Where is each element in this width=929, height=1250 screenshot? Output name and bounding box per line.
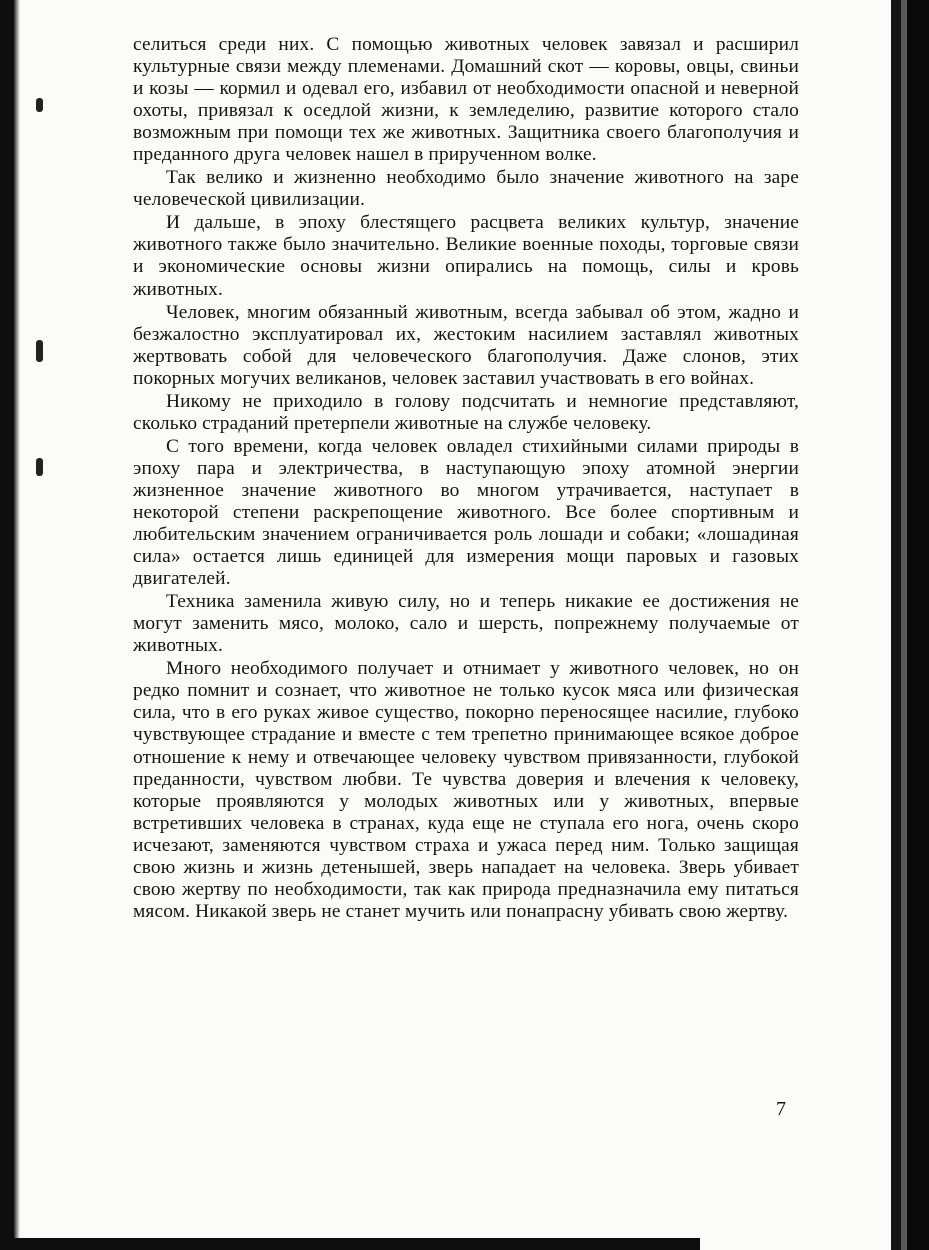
- scan-speck: [36, 458, 43, 476]
- paragraph: Никому не приходило в голову подсчитать и немногие представляют, сколько страданий претерпели животные на службе человеку.: [133, 390, 799, 434]
- scan-edge-left: [0, 0, 14, 1250]
- paragraph: селиться среди них. С помощью животных человек завязал и расширил культурные связи между племенами. Домашний скот — коровы, овцы, свиньи и козы — кормил и одевал его, избавил от необходимости опасной и неверной охоты, привязал к оседлой жизни, к земледелию, развитие которого стало возможным при помощи тех же животных. Защитника своего благополучия и преданного друга человек нашел в прирученном волке.: [133, 34, 799, 166]
- page-number: 7: [776, 1098, 786, 1120]
- paragraph: И дальше, в эпоху блестящего расцвета великих культур, значение животного также было значительно. Великие военные походы, торговые связи и экономические основы жизни опирались на помощь, силы и кровь животных.: [133, 212, 799, 300]
- paragraph: Так велико и жизненно необходимо было значение животного на заре человеческой цивилизации.: [133, 167, 799, 211]
- paragraph: Техника заменила живую силу, но и теперь никакие ее достижения не могут заменить мясо, молоко, сало и шерсть, попрежнему получаемые от животных.: [133, 591, 799, 657]
- paragraph: С того времени, когда человек овладел стихийными силами природы в эпоху пара и электричества, в наступающую эпоху атомной энергии жизненное значение животного во многом утрачивается, наступает в некоторой степени раскрепощение животного. Все более спортивным и любительским значением ограничивается роль лошади и собаки; «лошадиная сила» остается лишь единицей для измерения мощи паровых и газовых двигателей.: [133, 435, 799, 590]
- body-text: [133, 34, 799, 923]
- scan-edge-bottom: [0, 1238, 700, 1250]
- scan-edge-right-inner: [891, 0, 901, 1250]
- paragraph: Человек, многим обязанный животным, всегда забывал об этом, жадно и безжалостно эксплуатировал их, жестоким насилием заставлял животных жертвовать собой для человеческого благополучия. Даже слонов, этих покорных могучих великанов, человек заставил участвовать в его войнах.: [133, 301, 799, 389]
- scan-speck: [36, 98, 43, 112]
- scan-edge-left-shadow: [14, 0, 20, 1250]
- scan-speck: [36, 340, 43, 362]
- scan-edge-right-outer: [907, 0, 929, 1250]
- paragraph: Много необходимого получает и отнимает у животного человек, но он редко помнит и сознает, что животное не только кусок мяса или физическая сила, что в его руках живое существо, покорно переносящее насилие, глубоко чувствующее страдание и вместе с тем трепетно принимающее всякое доброе отношение к нему и отвечающее человеку чувством привязанности, глубокой преданности, чувством любви. Те чувства доверия и влечения к человеку, которые проявляются у молодых животных или у животных, впервые встретивших человека в странах, куда еще не ступала его нога, очень скоро исчезают, заменяются чувством страха и ужаса перед ним. Только защищая свою жизнь и жизнь детенышей, зверь нападает на человека. Зверь убивает свою жертву по необходимости, так как природа предназначила ему питаться мясом. Никакой зверь не станет мучить или понапрасну убивать свою жертву.: [133, 658, 799, 922]
